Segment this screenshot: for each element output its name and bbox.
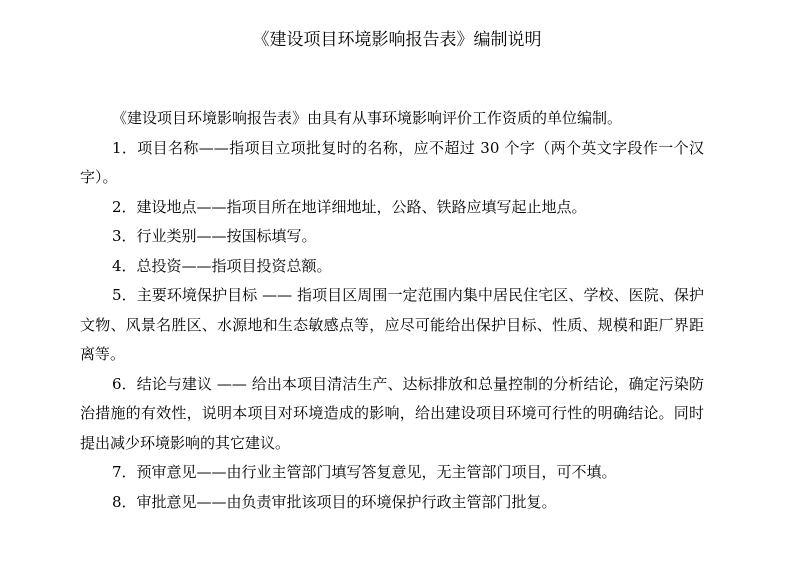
- item-protection-targets: 5．主要环境保护目标 —— 指项目区周围一定范围内集中居民住宅区、学校、医院、保护文物、风景名胜区、水源地和生态敏感点等，应尽可能给出保护目标、性质、规模和距厂界距离等。: [80, 286, 704, 363]
- item-project-name: 1．项目名称——指项目立项批复时的名称，应不超过 30 个字（两个英文字段作一个汉字）。: [80, 138, 704, 186]
- item-total-investment: 4．总投资——指项目投资总额。: [112, 256, 332, 275]
- item-construction-site: 2．建设地点——指项目所在地详细地址，公路、铁路应填写起止地点。: [112, 197, 587, 216]
- item-pre-review-opinion: 7．预审意见——由行业主管部门填写答复意见，无主管部门项目，可不填。: [112, 463, 617, 481]
- document-title: 《建设项目环境影响报告表》编制说明: [252, 30, 542, 50]
- document-body: [80, 104, 704, 517]
- item-approval-opinion: 8．审批意见——由负责审批该项目的环境保护行政主管部门批复。: [112, 492, 557, 511]
- intro-paragraph: 《建设项目环境影响报告表》由具有从事环境影响评价工作资质的单位编制。: [112, 109, 623, 127]
- item-conclusions: 6．结论与建议 —— 给出本项目清洁生产、达标排放和总量控制的分析结论，确定污染防治措施的有效性，说明本项目对环境造成的影响，给出建设项目环境可行性的明确结论。同时提出减少环境影响的其它建议。: [80, 374, 704, 452]
- item-industry-category: 3．行业类别——按国标填写。: [112, 227, 317, 245]
